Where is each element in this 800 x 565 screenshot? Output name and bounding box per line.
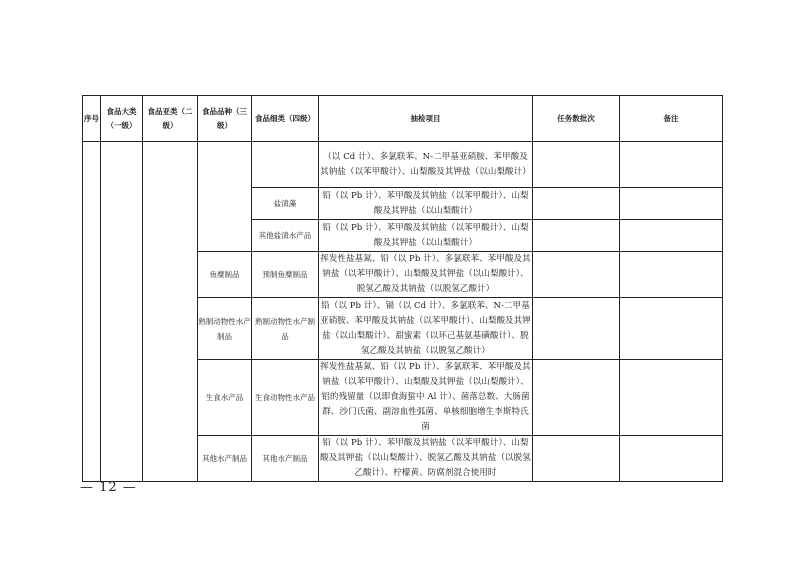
inspection-table: [82, 95, 723, 482]
batch-cell: [533, 436, 620, 482]
remarks-cell: [620, 220, 723, 252]
detail-cell: 其他盐渍水产品: [252, 220, 319, 252]
detail-cell: 盐渍藻: [252, 188, 319, 220]
items-cell: 挥发性盐基氮、铅（以 Pb 计）、多氯联苯、苯甲酸及其钠盐（以苯甲酸计）、山梨酸及其钾盐（以山梨酸计）、铝的残留量（以即食海蜇中 Al 计）、菌落总数、大肠菌群、沙门氏菌、副溶血性弧菌、单核细胞增生李斯特氏菌: [319, 360, 533, 436]
remarks-cell: [620, 142, 723, 188]
variety-cell: 其他水产制品: [198, 436, 252, 482]
remarks-cell: [620, 252, 723, 298]
detail-cell: [252, 142, 319, 188]
variety-cell: 鱼糜制品: [198, 252, 252, 298]
remarks-cell: [620, 188, 723, 220]
batch-cell: [533, 220, 620, 252]
header-inspection-items: 抽检项目: [319, 96, 533, 142]
batch-cell: [533, 188, 620, 220]
table-row: [83, 142, 723, 188]
header-remarks: 备注: [620, 96, 723, 142]
detail-cell: 熟制动物性水产制品: [252, 298, 319, 360]
items-cell: （以 Cd 计）、多氯联苯、N-二甲基亚硝胺、苯甲酸及其钠盐（以苯甲酸计）、山梨酸及其钾盐（以山梨酸计）: [319, 142, 533, 188]
remarks-cell: [620, 360, 723, 436]
remarks-cell: [620, 298, 723, 360]
header-detail-category: 食品细类（四级）: [252, 96, 319, 142]
batch-cell: [533, 360, 620, 436]
page-number: — 12 —: [80, 480, 137, 495]
header-sub-category: 食品亚类（二级）: [143, 96, 198, 142]
batch-cell: [533, 142, 620, 188]
variety-cell: 生食水产品: [198, 360, 252, 436]
table-header-row: [83, 96, 723, 142]
detail-cell: 预制鱼糜制品: [252, 252, 319, 298]
detail-cell: 生食动物性水产品: [252, 360, 319, 436]
header-seq: 序号: [83, 96, 101, 142]
items-cell: 铅（以 Pb 计）、镉（以 Cd 计）、多氯联苯、N-二甲基亚硝胺、苯甲酸及其钠盐（以苯甲酸计）、山梨酸及其钾盐（以山梨酸计）、甜蜜素（以环己基氨基磺酸计）、脱氢乙酸及其钠盐（以脱氢乙酸计）: [319, 298, 533, 360]
items-cell: 铅（以 Pb 计）、苯甲酸及其钠盐（以苯甲酸计）、山梨酸及其钾盐（以山梨酸计）、脱氢乙酸及其钠盐（以脱氢乙酸计）、柠檬黄、防腐剂混合使用时: [319, 436, 533, 482]
variety-cell: 熟制动物性水产制品: [198, 298, 252, 360]
header-variety: 食品品种（三级）: [198, 96, 252, 142]
header-major-category: 食品大类（一级）: [101, 96, 143, 142]
items-cell: 铅（以 Pb 计）、苯甲酸及其钠盐（以苯甲酸计）、山梨酸及其钾盐（以山梨酸计）: [319, 220, 533, 252]
remarks-cell: [620, 436, 723, 482]
items-cell: 铅（以 Pb 计）、苯甲酸及其钠盐（以苯甲酸计）、山梨酸及其钾盐（以山梨酸计）: [319, 188, 533, 220]
major-category-cell: [101, 142, 143, 482]
variety-cell: [198, 142, 252, 252]
sub-category-cell: [143, 142, 198, 482]
items-cell: 挥发性盐基氮、铅（以 Pb 计）、多氯联苯、苯甲酸及其钠盐（以苯甲酸计）、山梨酸及其钾盐（以山梨酸计）、脱氢乙酸及其钠盐（以脱氢乙酸计）: [319, 252, 533, 298]
detail-cell: 其他水产制品: [252, 436, 319, 482]
batch-cell: [533, 252, 620, 298]
batch-cell: [533, 298, 620, 360]
header-batch-count: 任务数批次: [533, 96, 620, 142]
seq-cell: [83, 142, 101, 482]
